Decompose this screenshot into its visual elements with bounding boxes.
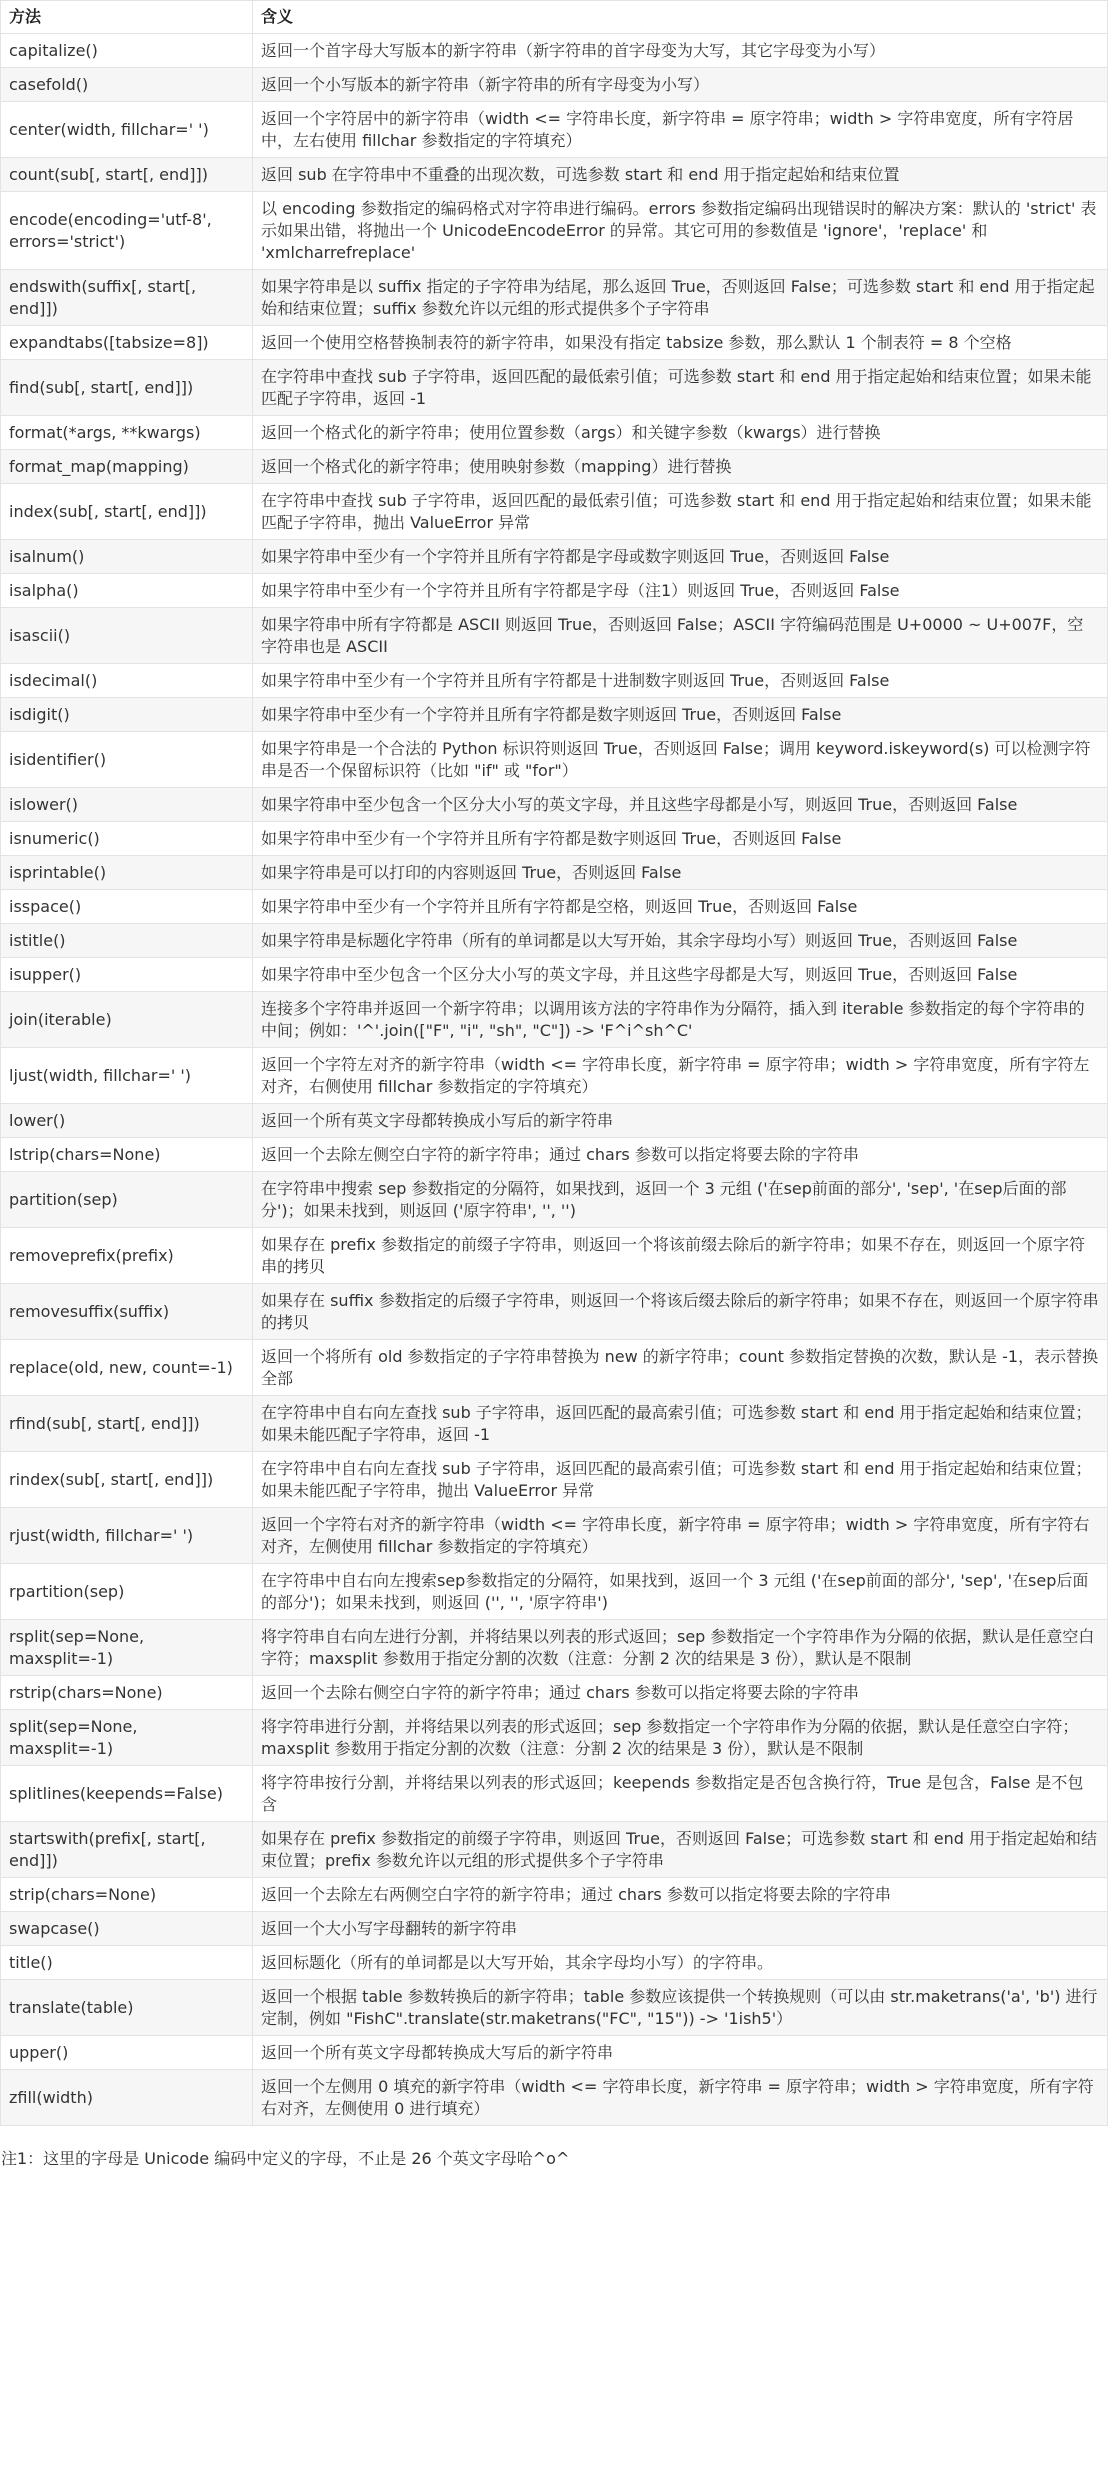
table-row	[1, 2036, 1108, 2070]
table-row	[1, 326, 1108, 360]
table-header-row	[1, 1, 1108, 34]
method-description: 如果字符串中至少包含一个区分大小写的英文字母，并且这些字母都是大写，则返回 True，否则返回 False	[253, 958, 1108, 992]
table-row	[1, 1946, 1108, 1980]
method-description: 返回标题化（所有的单词都是以大写开始，其余字母均小写）的字符串。	[253, 1946, 1108, 1980]
method-signature: removesuffix(suffix)	[1, 1284, 253, 1340]
method-signature: ljust(width, fillchar=' ')	[1, 1048, 253, 1104]
table-row	[1, 1452, 1108, 1508]
table-row	[1, 664, 1108, 698]
header-method: 方法	[1, 1, 253, 34]
table-row	[1, 2070, 1108, 2126]
method-description: 如果字符串中至少有一个字符并且所有字符都是字母或数字则返回 True，否则返回 False	[253, 540, 1108, 574]
method-description: 如果字符串是可以打印的内容则返回 True，否则返回 False	[253, 856, 1108, 890]
method-signature: splitlines(keepends=False)	[1, 1766, 253, 1822]
table-row	[1, 1104, 1108, 1138]
method-description: 返回一个字符左对齐的新字符串（width <= 字符串长度，新字符串 = 原字符串；width > 字符串宽度，所有字符左对齐，右侧使用 fillchar 参数指定的字符填充）	[253, 1048, 1108, 1104]
method-signature: split(sep=None, maxsplit=-1)	[1, 1710, 253, 1766]
method-signature: upper()	[1, 2036, 253, 2070]
method-signature: rfind(sub[, start[, end]])	[1, 1396, 253, 1452]
method-description: 将字符串自右向左进行分割，并将结果以列表的形式返回；sep 参数指定一个字符串作为分隔的依据，默认是任意空白字符；maxsplit 参数用于指定分割的次数（注意：分割 2 次的结果是 3 份），默认是不限制	[253, 1620, 1108, 1676]
footnote: 注1：这里的字母是 Unicode 编码中定义的字母，不止是 26 个英文字母哈^o^	[1, 2149, 570, 2168]
table-row	[1, 574, 1108, 608]
table-row	[1, 1048, 1108, 1104]
table-row	[1, 890, 1108, 924]
method-signature: isspace()	[1, 890, 253, 924]
method-signature: rpartition(sep)	[1, 1564, 253, 1620]
method-signature: count(sub[, start[, end]])	[1, 158, 253, 192]
table-row	[1, 1340, 1108, 1396]
method-description: 在字符串中自右向左查找 sub 子字符串，返回匹配的最高索引值；可选参数 start 和 end 用于指定起始和结束位置；如果未能匹配子字符串，返回 -1	[253, 1396, 1108, 1452]
method-signature: expandtabs([tabsize=8])	[1, 326, 253, 360]
method-signature: index(sub[, start[, end]])	[1, 484, 253, 540]
method-description: 连接多个字符串并返回一个新字符串；以调用该方法的字符串作为分隔符，插入到 iterable 参数指定的每个字符串的中间；例如：'^'.join(["F", "i", "sh", "C"]) -> 'F^i^sh^C'	[253, 992, 1108, 1048]
table-body	[1, 34, 1108, 2126]
method-signature: translate(table)	[1, 1980, 253, 2036]
method-description: 如果字符串中至少有一个字符并且所有字符都是数字则返回 True，否则返回 False	[253, 698, 1108, 732]
table-row	[1, 1912, 1108, 1946]
table-row	[1, 158, 1108, 192]
table-row	[1, 1396, 1108, 1452]
table-row	[1, 34, 1108, 68]
table-row	[1, 1676, 1108, 1710]
method-signature: isnumeric()	[1, 822, 253, 856]
table-row	[1, 1138, 1108, 1172]
method-signature: isprintable()	[1, 856, 253, 890]
method-signature: strip(chars=None)	[1, 1878, 253, 1912]
table-row	[1, 1980, 1108, 2036]
method-signature: islower()	[1, 788, 253, 822]
method-description: 返回一个将所有 old 参数指定的子字符串替换为 new 的新字符串；count 参数指定替换的次数，默认是 -1，表示替换全部	[253, 1340, 1108, 1396]
table-row	[1, 484, 1108, 540]
table-row	[1, 822, 1108, 856]
method-signature: join(iterable)	[1, 992, 253, 1048]
table-row	[1, 1172, 1108, 1228]
method-signature: capitalize()	[1, 34, 253, 68]
table-row	[1, 540, 1108, 574]
method-signature: title()	[1, 1946, 253, 1980]
table-row	[1, 732, 1108, 788]
table-row	[1, 1766, 1108, 1822]
method-signature: swapcase()	[1, 1912, 253, 1946]
method-description: 将字符串进行分割，并将结果以列表的形式返回；sep 参数指定一个字符串作为分隔的依据，默认是任意空白字符；maxsplit 参数用于指定分割的次数（注意：分割 2 次的结果是 3 份），默认是不限制	[253, 1710, 1108, 1766]
method-signature: isidentifier()	[1, 732, 253, 788]
table-row	[1, 698, 1108, 732]
table-row	[1, 192, 1108, 270]
method-signature: isascii()	[1, 608, 253, 664]
method-signature: rstrip(chars=None)	[1, 1676, 253, 1710]
method-description: 返回一个小写版本的新字符串（新字符串的所有字母变为小写）	[253, 68, 1108, 102]
method-description: 如果字符串中至少包含一个区分大小写的英文字母，并且这些字母都是小写，则返回 True，否则返回 False	[253, 788, 1108, 822]
method-signature: format(*args, **kwargs)	[1, 416, 253, 450]
method-description: 如果字符串是以 suffix 指定的子字符串为结尾，那么返回 True，否则返回 False；可选参数 start 和 end 用于指定起始和结束位置；suffix 参数允许以元组的形式提供多个子字符串	[253, 270, 1108, 326]
method-description: 如果字符串是一个合法的 Python 标识符则返回 True，否则返回 False；调用 keyword.iskeyword(s) 可以检测字符串是否一个保留标识符（比如 "if" 或 "for"）	[253, 732, 1108, 788]
method-signature: isdigit()	[1, 698, 253, 732]
method-signature: replace(old, new, count=-1)	[1, 1340, 253, 1396]
method-signature: rjust(width, fillchar=' ')	[1, 1508, 253, 1564]
method-description: 返回一个格式化的新字符串；使用位置参数（args）和关键字参数（kwargs）进行替换	[253, 416, 1108, 450]
method-description: 如果字符串中所有字符都是 ASCII 则返回 True，否则返回 False；ASCII 字符编码范围是 U+0000 ~ U+007F，空字符串也是 ASCII	[253, 608, 1108, 664]
method-signature: rindex(sub[, start[, end]])	[1, 1452, 253, 1508]
table-row	[1, 856, 1108, 890]
table-row	[1, 360, 1108, 416]
method-signature: lower()	[1, 1104, 253, 1138]
table-row	[1, 1620, 1108, 1676]
table-row	[1, 450, 1108, 484]
method-description: 在字符串中自右向左查找 sub 子字符串，返回匹配的最高索引值；可选参数 start 和 end 用于指定起始和结束位置；如果未能匹配子字符串，抛出 ValueError 异常	[253, 1452, 1108, 1508]
table-row	[1, 1710, 1108, 1766]
method-description: 返回一个首字母大写版本的新字符串（新字符串的首字母变为大写，其它字母变为小写）	[253, 34, 1108, 68]
method-description: 如果字符串中至少有一个字符并且所有字符都是数字则返回 True，否则返回 False	[253, 822, 1108, 856]
table-row	[1, 788, 1108, 822]
table-row	[1, 270, 1108, 326]
method-signature: isdecimal()	[1, 664, 253, 698]
method-signature: isalnum()	[1, 540, 253, 574]
method-signature: partition(sep)	[1, 1172, 253, 1228]
table-row	[1, 1284, 1108, 1340]
method-description: 返回一个所有英文字母都转换成大写后的新字符串	[253, 2036, 1108, 2070]
table-row	[1, 608, 1108, 664]
table-row	[1, 924, 1108, 958]
method-description: 返回 sub 在字符串中不重叠的出现次数，可选参数 start 和 end 用于指定起始和结束位置	[253, 158, 1108, 192]
table-row	[1, 68, 1108, 102]
method-description: 在字符串中搜索 sep 参数指定的分隔符，如果找到，返回一个 3 元组 ('在sep前面的部分', 'sep', '在sep后面的部分')；如果未找到，则返回 ('原字符串', '', '')	[253, 1172, 1108, 1228]
table-row	[1, 992, 1108, 1048]
method-signature: rsplit(sep=None, maxsplit=-1)	[1, 1620, 253, 1676]
table-row	[1, 416, 1108, 450]
method-signature: zfill(width)	[1, 2070, 253, 2126]
method-signature: removeprefix(prefix)	[1, 1228, 253, 1284]
method-description: 如果字符串中至少有一个字符并且所有字符都是空格，则返回 True，否则返回 False	[253, 890, 1108, 924]
method-description: 返回一个格式化的新字符串；使用映射参数（mapping）进行替换	[253, 450, 1108, 484]
table-row	[1, 102, 1108, 158]
method-description: 返回一个根据 table 参数转换后的新字符串；table 参数应该提供一个转换规则（可以由 str.maketrans('a', 'b') 进行定制，例如 "FishC".translate(str.maketrans("FC", "15")) -> '1ish5'）	[253, 1980, 1108, 2036]
method-signature: find(sub[, start[, end]])	[1, 360, 253, 416]
method-description: 在字符串中自右向左搜索sep参数指定的分隔符，如果找到，返回一个 3 元组 ('在sep前面的部分', 'sep', '在sep后面的部分')；如果未找到，则返回 ('', '', '原字符串')	[253, 1564, 1108, 1620]
table-row	[1, 958, 1108, 992]
method-signature: isalpha()	[1, 574, 253, 608]
method-signature: encode(encoding='utf-8', errors='strict')	[1, 192, 253, 270]
method-description: 如果存在 prefix 参数指定的前缀子字符串，则返回一个将该前缀去除后的新字符串；如果不存在，则返回一个原字符串的拷贝	[253, 1228, 1108, 1284]
method-description: 返回一个使用空格替换制表符的新字符串，如果没有指定 tabsize 参数，那么默认 1 个制表符 = 8 个空格	[253, 326, 1108, 360]
method-description: 如果存在 suffix 参数指定的后缀子字符串，则返回一个将该后缀去除后的新字符串；如果不存在，则返回一个原字符串的拷贝	[253, 1284, 1108, 1340]
method-signature: center(width, fillchar=' ')	[1, 102, 253, 158]
table-row	[1, 1878, 1108, 1912]
method-description: 在字符串中查找 sub 子字符串，返回匹配的最低索引值；可选参数 start 和 end 用于指定起始和结束位置；如果未能匹配子字符串，返回 -1	[253, 360, 1108, 416]
method-signature: format_map(mapping)	[1, 450, 253, 484]
method-description: 返回一个去除右侧空白字符的新字符串；通过 chars 参数可以指定将要去除的字符串	[253, 1676, 1108, 1710]
method-description: 返回一个去除左侧空白字符的新字符串；通过 chars 参数可以指定将要去除的字符串	[253, 1138, 1108, 1172]
method-description: 如果字符串中至少有一个字符并且所有字符都是十进制数字则返回 True，否则返回 False	[253, 664, 1108, 698]
method-description: 如果存在 prefix 参数指定的前缀子字符串，则返回 True，否则返回 False；可选参数 start 和 end 用于指定起始和结束位置；prefix 参数允许以元组的形式提供多个子字符串	[253, 1822, 1108, 1878]
method-description: 返回一个所有英文字母都转换成小写后的新字符串	[253, 1104, 1108, 1138]
header-meaning: 含义	[253, 1, 1108, 34]
method-description: 将字符串按行分割，并将结果以列表的形式返回；keepends 参数指定是否包含换行符，True 是包含，False 是不包含	[253, 1766, 1108, 1822]
table-row	[1, 1508, 1108, 1564]
method-signature: casefold()	[1, 68, 253, 102]
table-row	[1, 1228, 1108, 1284]
method-signature: lstrip(chars=None)	[1, 1138, 253, 1172]
method-signature: startswith(prefix[, start[, end]])	[1, 1822, 253, 1878]
method-description: 返回一个左侧用 0 填充的新字符串（width <= 字符串长度，新字符串 = 原字符串；width > 字符串宽度，所有字符右对齐，左侧使用 0 进行填充）	[253, 2070, 1108, 2126]
method-description: 以 encoding 参数指定的编码格式对字符串进行编码。errors 参数指定编码出现错误时的解决方案：默认的 'strict' 表示如果出错，将抛出一个 UnicodeEncodeError 的异常。其它可用的参数值是 'ignore'，'replace' 和 'xmlcharrefreplace'	[253, 192, 1108, 270]
method-signature: endswith(suffix[, start[, end]])	[1, 270, 253, 326]
method-description: 在字符串中查找 sub 子字符串，返回匹配的最低索引值；可选参数 start 和 end 用于指定起始和结束位置；如果未能匹配子字符串，抛出 ValueError 异常	[253, 484, 1108, 540]
method-description: 返回一个去除左右两侧空白字符的新字符串；通过 chars 参数可以指定将要去除的字符串	[253, 1878, 1108, 1912]
method-description: 如果字符串中至少有一个字符并且所有字符都是字母（注1）则返回 True，否则返回 False	[253, 574, 1108, 608]
method-description: 返回一个字符右对齐的新字符串（width <= 字符串长度，新字符串 = 原字符串；width > 字符串宽度，所有字符右对齐，左侧使用 fillchar 参数指定的字符填充）	[253, 1508, 1108, 1564]
table-row	[1, 1822, 1108, 1878]
method-signature: isupper()	[1, 958, 253, 992]
method-description: 返回一个大小写字母翻转的新字符串	[253, 1912, 1108, 1946]
method-signature: istitle()	[1, 924, 253, 958]
table-row	[1, 1564, 1108, 1620]
method-description: 如果字符串是标题化字符串（所有的单词都是以大写开始，其余字母均小写）则返回 True，否则返回 False	[253, 924, 1108, 958]
method-description: 返回一个字符居中的新字符串（width <= 字符串长度，新字符串 = 原字符串；width > 字符串宽度，所有字符居中，左右使用 fillchar 参数指定的字符填充）	[253, 102, 1108, 158]
